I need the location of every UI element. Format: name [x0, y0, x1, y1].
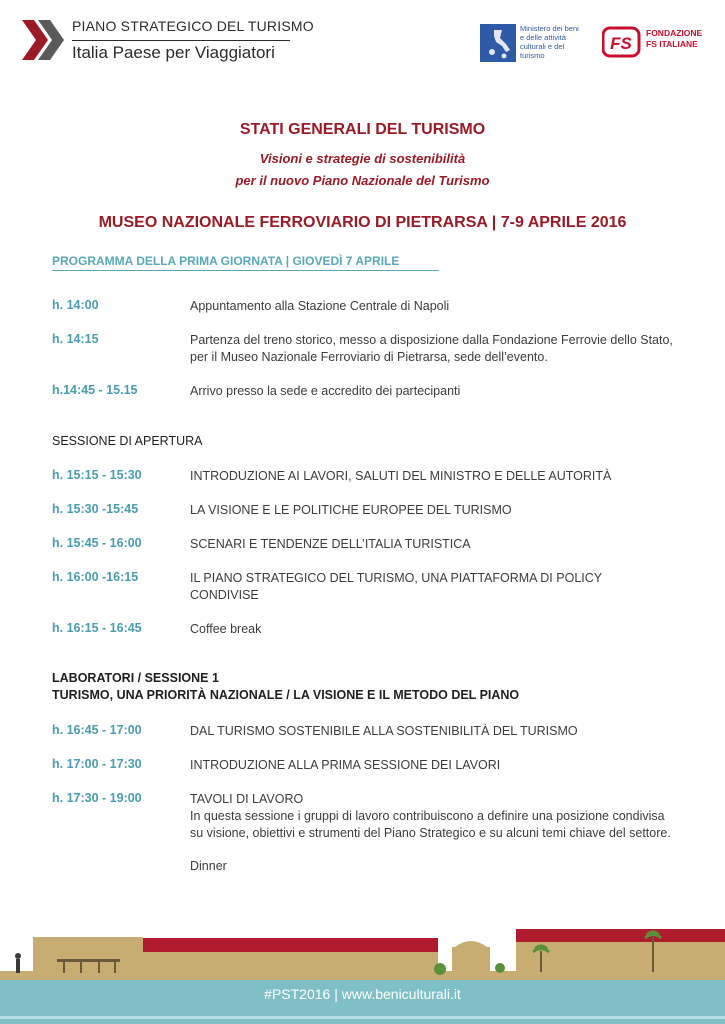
- schedule-description: Coffee break: [190, 622, 262, 636]
- chevron-logo-icon: [22, 20, 68, 60]
- footer-separator: |: [334, 986, 338, 1002]
- schedule-description: Partenza del treno storico, messo a disposizione dalla Fondazione Ferrovie dello Stato, per il Museo Nazionale Ferroviario di Pietrarsa, sede dell’evento.: [190, 333, 673, 364]
- schedule-time: h. 16:15 - 16:45: [52, 621, 142, 635]
- schedule-description: INTRODUZIONE ALLA PRIMA SESSIONE DEI LAVORI: [190, 758, 501, 772]
- schedule-time: h. 15:30 -15:45: [52, 502, 139, 516]
- mibact-logo-mark: [480, 24, 516, 62]
- schedule-description: [190, 791, 680, 875]
- mibact-name: Ministero dei beni e delle attività culturali e del turismo: [520, 24, 579, 60]
- footer-bottom-line: [0, 1016, 725, 1019]
- event-subtitle-line1: Visioni e strategie di sostenibilità: [259, 151, 466, 166]
- footer-credits: [0, 986, 725, 1002]
- schedule-description: SCENARI E TENDENZE DELL’ITALIA TURISTICA: [190, 537, 471, 551]
- footer-hashtag: #PST2016: [264, 986, 331, 1002]
- schedule-time: h. 17:00 - 17:30: [52, 757, 142, 771]
- schedule-description: Arrivo presso la sede e accredito dei partecipanti: [190, 384, 461, 398]
- svg-text:FS: FS: [610, 34, 632, 53]
- schedule-time: h. 16:00 -16:15: [52, 570, 139, 584]
- fs-name-line2: FS ITALIANE: [646, 39, 698, 49]
- footer-illustration: [0, 925, 725, 1024]
- schedule-description: Appuntamento alla Stazione Centrale di Napoli: [190, 299, 450, 313]
- brand-title: PIANO STRATEGICO DEL TURISMO: [72, 18, 314, 34]
- day-program-heading: PROGRAMMA DELLA PRIMA GIORNATA | GIOVEDÌ 7 APRILE: [52, 254, 400, 268]
- italy-map-icon: [480, 24, 516, 62]
- section-heading-opening: SESSIONE DI APERTURA: [52, 434, 203, 448]
- schedule-time: h. 14:00: [52, 298, 99, 312]
- schedule-time: h. 14:15: [52, 332, 99, 346]
- schedule-description: LA VISIONE E LE POLITICHE EUROPEE DEL TURISMO: [190, 503, 512, 517]
- day-heading-underline: [52, 270, 439, 271]
- mibact-logo: [480, 24, 579, 64]
- event-title: STATI GENERALI DEL TURISMO: [239, 121, 486, 138]
- section-heading-labs-theme: TURISMO, UNA PRIORITÀ NAZIONALE / LA VISIONE E IL METODO DEL PIANO: [52, 688, 520, 702]
- fs-name: [646, 28, 702, 50]
- schedule-time: h. 16:45 - 17:00: [52, 723, 142, 737]
- section-heading-labs: LABORATORI / SESSIONE 1: [52, 671, 219, 685]
- schedule-description: DAL TURISMO SOSTENIBILE ALLA SOSTENIBILITÀ DEL TURISMO: [190, 724, 578, 738]
- dinner-label: Dinner: [190, 859, 227, 873]
- schedule-time: h.14:45 - 15.15: [52, 383, 138, 397]
- schedule-time: h. 15:15 - 15:30: [52, 468, 142, 482]
- event-venue-dates: MUSEO NAZIONALE FERROVIARIO DI PIETRARSA | 7-9 APRILE 2016: [98, 214, 627, 231]
- footer-website-link[interactable]: www.beniculturali.it: [341, 986, 461, 1002]
- event-subtitle-line2: per il nuovo Piano Nazionale del Turismo: [235, 173, 490, 188]
- schedule-time: h. 15:45 - 16:00: [52, 536, 142, 550]
- schedule-description-detail: In questa sessione i gruppi di lavoro contribuiscono a definire una posizione condivisa su visione, obiettivi e strumenti del Piano Strategico e su alcuni temi chiave del settore.: [190, 809, 671, 840]
- schedule-description: IL PIANO STRATEGICO DEL TURISMO, UNA PIATTAFORMA DI POLICY CONDIVISE: [190, 571, 602, 602]
- schedule-time: h. 17:30 - 19:00: [52, 791, 142, 805]
- fs-logo-icon: [602, 26, 642, 58]
- brand-divider: [72, 40, 290, 41]
- fondazione-fs-logo: [602, 26, 712, 60]
- fs-name-line1: FONDAZIONE: [646, 28, 703, 38]
- brand-subtitle: Italia Paese per Viaggiatori: [72, 43, 275, 62]
- schedule-description-title: TAVOLI DI LAVORO: [190, 792, 304, 806]
- schedule-description: INTRODUZIONE AI LAVORI, SALUTI DEL MINISTRO E DELLE AUTORITÀ: [190, 469, 612, 483]
